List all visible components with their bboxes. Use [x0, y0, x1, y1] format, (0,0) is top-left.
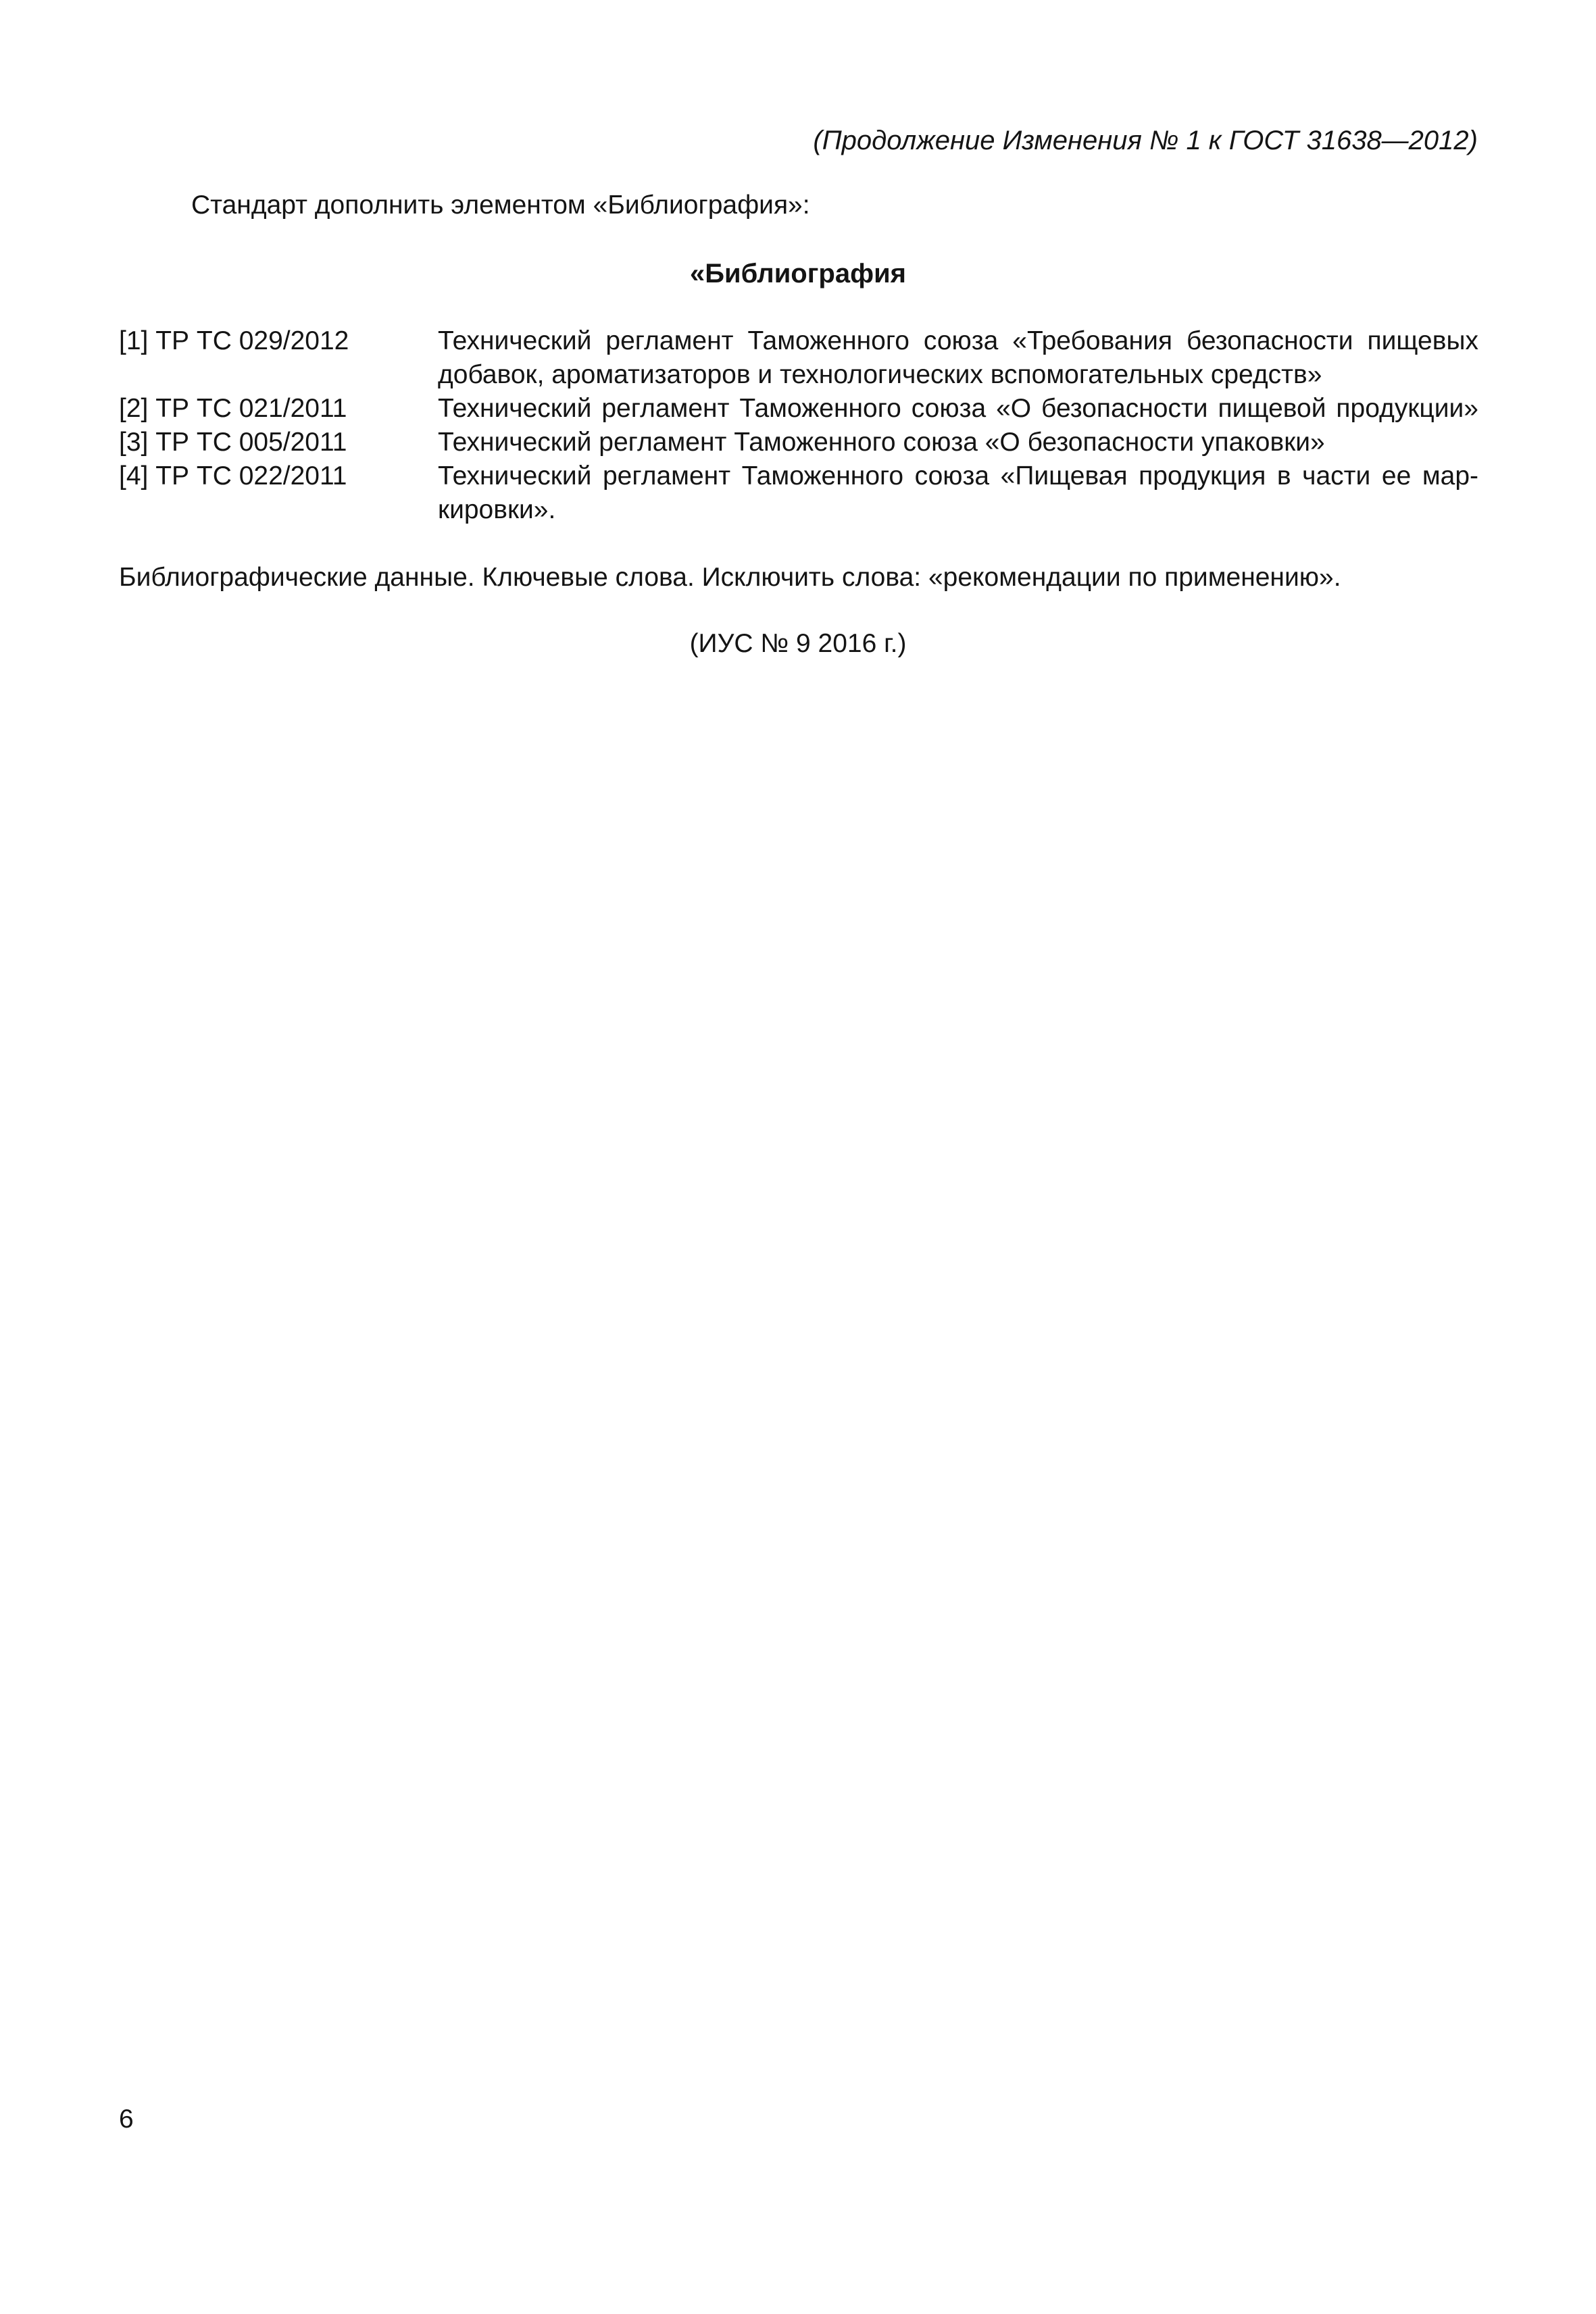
reference-text-line: добавок, ароматизаторов и технологических вспомогательных средств»	[438, 360, 1322, 389]
reference-text-line: кировки».	[438, 495, 556, 524]
reference-text-line: Технический регламент Таможенного союза «Требования безопасности пищевых	[438, 326, 1478, 355]
page-number: 6	[119, 2105, 134, 2134]
intro-paragraph: Стандарт дополнить элементом «Библиография»:	[191, 191, 810, 220]
reference-text-line: Технический регламент Таможенного союза «О безопасности пищевой продукции»	[438, 394, 1478, 423]
reference-text-line: Технический регламент Таможенного союза «Пищевая продукция в части ее мар-	[438, 461, 1478, 491]
reference-code: [3] ТР ТС 005/2011	[119, 428, 347, 457]
continuation-header: (Продолжение Изменения № 1 к ГОСТ 31638—2012)	[813, 126, 1478, 155]
bibliography-title: «Библиография	[690, 259, 906, 288]
reference-code: [2] ТР ТС 021/2011	[119, 394, 347, 423]
reference-text-line: Технический регламент Таможенного союза «О безопасности упаковки»	[438, 428, 1325, 457]
ius-note: (ИУС № 9 2016 г.)	[689, 629, 907, 658]
keywords-note: Библиографические данные. Ключевые слова. Исключить слова: «рекомендации по применению».	[119, 563, 1341, 592]
reference-code: [4] ТР ТС 022/2011	[119, 461, 347, 491]
reference-code: [1] ТР ТС 029/2012	[119, 326, 349, 355]
